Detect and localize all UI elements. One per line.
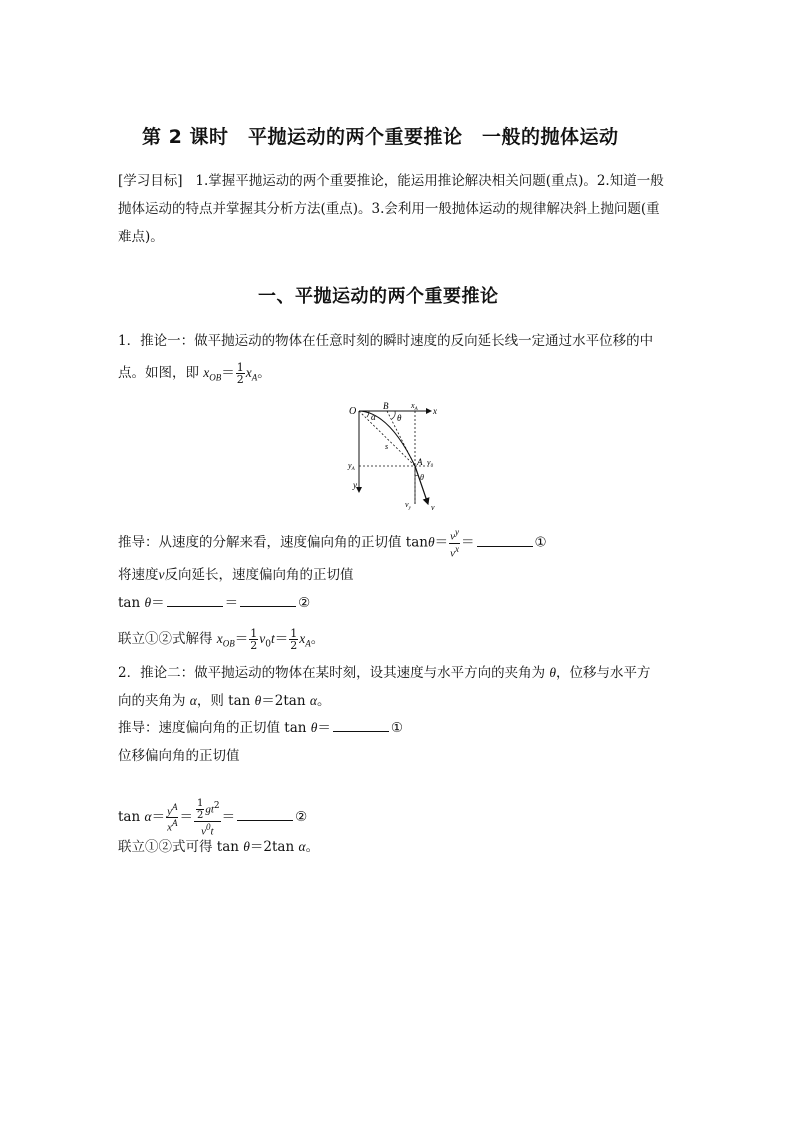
inference1-derivation: 推导：从速度的分解来看，速度偏向角的正切值 tanθ＝ $\frac{v^y}{v^x}$ ＝ ① (118, 527, 547, 560)
svg-text:s: s (385, 442, 389, 451)
projectile-figure (345, 400, 455, 515)
trajectory-curve (359, 411, 415, 466)
fraction-half: $\frac{1}{2}$ (236, 361, 244, 386)
inference2-line1: 2．推论二：做平抛运动的物体在某时刻，设其速度与水平方向的夹角为 θ，位移与水平方 (118, 665, 651, 681)
page-title: 第 2 课时 平抛运动的两个重要推论 一般的抛体运动 (142, 126, 619, 148)
goals-tag: [学习目标] (118, 173, 183, 189)
answer-blank-2[interactable] (167, 592, 223, 607)
svg-text:θ: θ (420, 473, 424, 482)
goals-text-1: 1.掌握平抛运动的两个重要推论，能运用推论解决相关问题(重点)。2.知道一般 (195, 173, 664, 189)
section-heading: 一、平抛运动的两个重要推论 (258, 286, 499, 307)
inference2-line2: 向的夹角为 α，则 tan θ＝2tan α。 (118, 693, 331, 709)
learning-goals-line2: 抛体运动的特点并掌握其分析方法(重点)。3.会利用一般抛体运动的规律解决斜上抛问题(重 (118, 201, 660, 217)
svg-text:yA: $y_A$ (348, 461, 355, 472)
svg-text:α: α (371, 412, 376, 422)
learning-goals-line1 (118, 170, 664, 192)
fraction-vy-vx: $\frac{v^y}{v^x}$ (450, 527, 459, 560)
answer-blank-5[interactable] (237, 806, 293, 821)
inference1-combine: 联立①②式解得 $x_{OB}=$ $\frac{1}{2}$ $v_0t=$ $\frac{1}{2}$ $x_A$。 (118, 627, 325, 652)
svg-text:y: y (353, 480, 357, 490)
inference2-tan-alpha: tan α＝ $\frac{y^A}{x^A}$ ＝ $\frac{1}{2}$ $gt^2$ $v^0t$ ＝ ② (118, 798, 308, 838)
inference1-line1: 1．推论一：做平抛运动的物体在任意时刻的瞬时速度的反向延长线一定通过水平位移的中 (118, 333, 654, 349)
inference2-combine: 联立①②式可得 tan θ＝2tan α。 (118, 839, 320, 855)
inference1-line2: 点。如图，即 $x_{OB}=$ $\frac{1}{2}$ $x_A$。 (118, 361, 271, 386)
inference1-tan-theta: tan θ＝ ＝ ② (118, 592, 310, 614)
svg-text:xA: $x_A$ (411, 401, 418, 412)
answer-blank-4[interactable] (333, 717, 389, 732)
answer-blank-3[interactable] (240, 592, 296, 607)
inference2-derivation: 推导：速度偏向角的正切值 tan θ＝ ① (118, 717, 403, 739)
svg-text:v0: $v_0$ (427, 458, 434, 469)
svg-text:A: A (417, 457, 423, 467)
fraction-half-gt2-over-v0t: $\frac{1}{2}$ $gt^2$ $v^0t$ (194, 798, 221, 838)
learning-goals-line3: 难点)。 (118, 229, 164, 245)
svg-text:vy: $v_y$ (405, 500, 411, 511)
svg-text:x: x (433, 406, 437, 416)
velocity-arrow (415, 466, 428, 504)
displacement-line (359, 411, 415, 466)
svg-text:B: B (383, 401, 389, 411)
label-O: O (349, 406, 357, 417)
svg-text:v: v (431, 503, 435, 512)
inference2-disp: 位移偏向角的正切值 (118, 748, 240, 764)
answer-blank-1[interactable] (477, 532, 533, 547)
svg-text:θ: θ (397, 413, 402, 423)
inference1-extend: 将速度v反向延长，速度偏向角的正切值 (118, 567, 354, 583)
